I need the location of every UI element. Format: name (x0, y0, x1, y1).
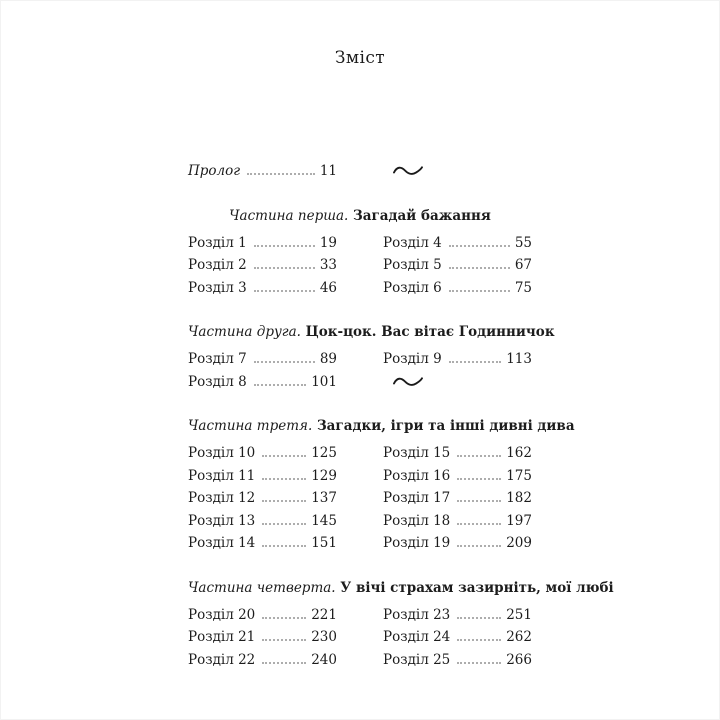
toc-entry (188, 232, 337, 255)
chapter-label: Розділ 13 (188, 512, 256, 529)
parts-container (188, 205, 614, 672)
toc-entry (188, 465, 337, 488)
chapter-label: Розділ 11 (188, 467, 256, 484)
chapter-label: Розділ 20 (188, 606, 256, 623)
chapter-page-number: 145 (311, 512, 337, 529)
page-title: Зміст (334, 48, 386, 68)
toc-entry (383, 348, 532, 371)
dotted-leader (262, 500, 306, 502)
toc-entry (188, 604, 337, 627)
chapter-page-number: 137 (311, 490, 337, 506)
dotted-leader (457, 545, 501, 547)
chapter-page-number: 230 (311, 629, 337, 645)
chapter-page-number: 221 (311, 606, 337, 623)
part-columns (188, 604, 532, 672)
toc-part (188, 577, 614, 672)
chapter-page-number: 113 (506, 351, 532, 367)
toc-entry (188, 510, 337, 533)
chapter-label: Розділ 16 (383, 467, 451, 484)
toc-entry (383, 254, 532, 277)
toc-column-right (383, 442, 532, 555)
chapter-label: Розділ 15 (383, 445, 451, 461)
toc-page (188, 0, 614, 671)
prologue-entry (188, 160, 337, 183)
chapter-page-number: 75 (514, 279, 532, 296)
chapter-label: Розділ 19 (383, 535, 451, 551)
part-title-label: Загадай бажання (348, 207, 491, 224)
dotted-leader (254, 361, 315, 363)
part-title-label: Цок-цок. Вас вітає Годинничок (300, 324, 555, 340)
chapter-label: Розділ 14 (188, 535, 256, 551)
prologue-page-number: 11 (319, 163, 337, 179)
chapter-label: Розділ 18 (383, 512, 451, 529)
dotted-leader (457, 455, 501, 457)
toc-entry (188, 348, 337, 371)
dotted-leader (262, 478, 306, 480)
chapter-page-number: 240 (311, 651, 337, 668)
dotted-leader (254, 267, 315, 269)
chapter-label: Розділ 22 (188, 651, 256, 668)
dotted-leader (262, 545, 306, 547)
dotted-leader (254, 384, 307, 386)
toc-entry (188, 532, 337, 555)
toc-entry (188, 254, 337, 277)
dotted-leader (262, 455, 306, 457)
chapter-label: Розділ 12 (188, 490, 256, 506)
part-columns (188, 442, 532, 555)
toc-part (188, 415, 575, 555)
toc-column-right (383, 232, 532, 300)
chapter-page-number: 46 (319, 279, 337, 296)
chapter-label: Розділ 3 (188, 279, 247, 296)
toc-entry (383, 510, 532, 533)
dotted-leader (262, 639, 306, 641)
chapter-page-number: 209 (506, 535, 532, 551)
part-columns (188, 348, 532, 393)
part-heading (188, 415, 575, 437)
part-heading (188, 205, 532, 227)
chapter-label: Розділ 1 (188, 234, 247, 251)
part-number-label: Частина четверта. (188, 579, 336, 596)
dotted-leader (449, 361, 502, 363)
toc-entry (188, 442, 337, 465)
part-number-label: Частина друга. (188, 324, 301, 340)
chapter-page-number: 19 (319, 234, 337, 251)
chapter-page-number: 162 (506, 445, 532, 461)
toc-entry (383, 604, 532, 627)
toc-part (188, 205, 532, 300)
toc-column-left (188, 232, 337, 300)
toc-entry (188, 649, 337, 672)
toc-entry (383, 442, 532, 465)
dotted-leader (449, 245, 510, 247)
part-heading (188, 577, 614, 599)
dotted-leader (457, 500, 501, 502)
chapter-page-number: 175 (506, 467, 532, 484)
dotted-leader (449, 267, 510, 269)
swash-ornament-icon (383, 371, 532, 394)
toc-entry (383, 649, 532, 672)
part-columns (188, 232, 532, 300)
toc-column-left (188, 442, 337, 555)
part-title-label: Загадки, ігри та інші дивні дива (312, 418, 575, 434)
toc-entry (383, 277, 532, 300)
toc-column-left (188, 604, 337, 672)
prologue-label: Пролог (188, 163, 241, 179)
chapter-label: Розділ 2 (188, 257, 247, 273)
dotted-leader (262, 617, 306, 619)
dotted-leader (457, 478, 501, 480)
toc-entry (383, 626, 532, 649)
toc-entry (383, 232, 532, 255)
chapter-page-number: 67 (514, 257, 532, 273)
dotted-leader (262, 662, 306, 664)
chapter-label: Розділ 7 (188, 351, 247, 367)
swash-ornament-icon (383, 160, 532, 183)
dotted-leader (457, 617, 501, 619)
toc-column-right (383, 604, 532, 672)
chapter-page-number: 129 (311, 467, 337, 484)
chapter-page-number: 266 (506, 651, 532, 668)
toc-column-left (188, 348, 337, 393)
dotted-leader (449, 290, 510, 292)
part-heading (188, 321, 555, 343)
chapter-page-number: 33 (319, 257, 337, 273)
chapter-label: Розділ 9 (383, 351, 442, 367)
chapter-page-number: 125 (311, 445, 337, 461)
part-number-label: Частина перша. (229, 207, 349, 224)
dotted-leader (247, 173, 315, 175)
dotted-leader (254, 290, 315, 292)
chapter-page-number: 89 (319, 351, 337, 367)
part-number-label: Частина третя. (188, 418, 313, 434)
dotted-leader (457, 639, 501, 641)
chapter-page-number: 101 (311, 373, 337, 390)
dotted-leader (457, 662, 501, 664)
chapter-page-number: 197 (506, 512, 532, 529)
toc-entry (188, 626, 337, 649)
chapter-label: Розділ 8 (188, 373, 247, 390)
chapter-label: Розділ 6 (383, 279, 442, 296)
toc-column-right (383, 348, 532, 393)
chapter-label: Розділ 24 (383, 629, 451, 645)
dotted-leader (262, 523, 306, 525)
chapter-label: Розділ 23 (383, 606, 451, 623)
chapter-label: Розділ 17 (383, 490, 451, 506)
chapter-page-number: 182 (506, 490, 532, 506)
chapter-label: Розділ 25 (383, 651, 451, 668)
toc-entry (188, 371, 337, 394)
toc-entry (383, 532, 532, 555)
dotted-leader (254, 245, 315, 247)
toc-part (188, 321, 555, 393)
toc-entry (188, 277, 337, 300)
toc-entry (383, 465, 532, 488)
chapter-page-number: 262 (506, 629, 532, 645)
part-title-label: У вічі страхам зазирніть, мої любі (335, 579, 614, 596)
chapter-label: Розділ 5 (383, 257, 442, 273)
chapter-label: Розділ 4 (383, 234, 442, 251)
chapter-label: Розділ 21 (188, 629, 256, 645)
chapter-page-number: 151 (311, 535, 337, 551)
prologue-block (188, 160, 532, 183)
toc-entry (383, 487, 532, 510)
dotted-leader (457, 523, 501, 525)
chapter-page-number: 251 (506, 606, 532, 623)
toc-entry (188, 487, 337, 510)
chapter-page-number: 55 (514, 234, 532, 251)
chapter-label: Розділ 10 (188, 445, 256, 461)
